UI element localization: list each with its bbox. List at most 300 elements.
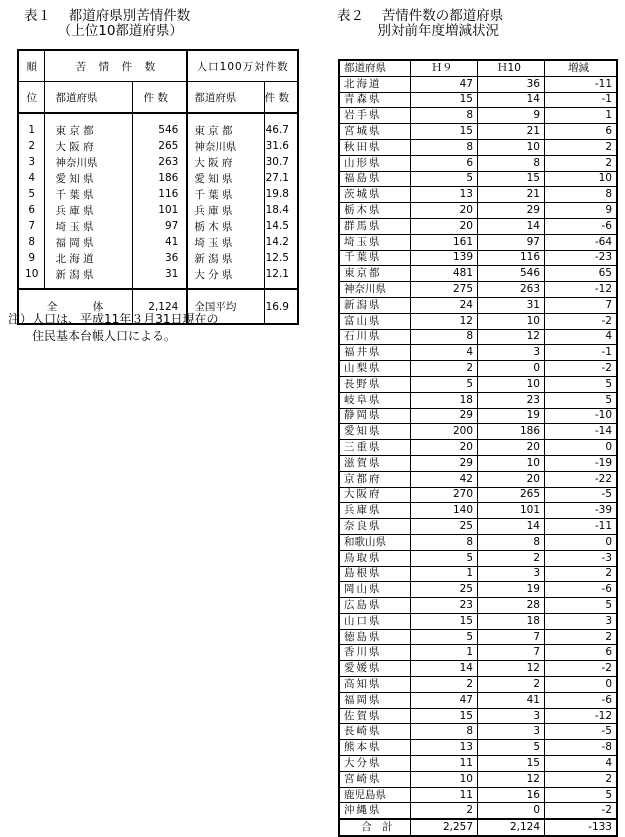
h10-cell: 28 — [478, 598, 545, 614]
pref-cell: 岩手県 — [339, 108, 411, 124]
pref-col-header: 都道府県 — [339, 60, 411, 76]
count-cell: 97 — [132, 218, 187, 234]
h9-cell: 42 — [411, 471, 478, 487]
h9-cell: 20 — [411, 440, 478, 456]
h10-cell: 19 — [478, 582, 545, 598]
pref-cell: 北海道 — [339, 76, 411, 92]
h10-cell: 10 — [478, 455, 545, 471]
diff-cell: -2 — [545, 361, 618, 377]
diff-cell: -2 — [545, 661, 618, 677]
h10-cell: 546 — [478, 266, 545, 282]
table-row — [339, 361, 617, 377]
h10-cell: 0 — [478, 361, 545, 377]
yoy-change-table — [338, 59, 618, 837]
diff-cell: -39 — [545, 503, 618, 519]
pref-header: 都道府県 — [45, 82, 133, 114]
diff-cell: -10 — [545, 408, 618, 424]
diff-cell: 0 — [545, 677, 618, 693]
table-row — [18, 113, 298, 138]
pref-cell-2: 大 分 県 — [187, 266, 264, 289]
pref-cell: 山形県 — [339, 155, 411, 171]
pref-cell-2: 愛 知 県 — [187, 170, 264, 186]
table-row — [339, 677, 617, 693]
pref-cell: 沖縄県 — [339, 803, 411, 819]
h9-cell: 5 — [411, 629, 478, 645]
pref-cell: 和歌山県 — [339, 534, 411, 550]
national-average-label: 全国平均 — [187, 289, 264, 324]
table-row — [339, 392, 617, 408]
table-row — [339, 471, 617, 487]
diff-cell: -2 — [545, 803, 618, 819]
pref-cell: 静岡県 — [339, 408, 411, 424]
pref-cell: 大 阪 府 — [45, 138, 133, 154]
rank-cell: 10 — [18, 266, 45, 289]
h9-cell: 14 — [411, 661, 478, 677]
pref-cell: 奈良県 — [339, 519, 411, 535]
h9-cell: 15 — [411, 92, 478, 108]
diff-cell: 2 — [545, 139, 618, 155]
pref-cell-2: 神奈川県 — [187, 138, 264, 154]
h9-cell: 270 — [411, 487, 478, 503]
pref-cell: 香川県 — [339, 645, 411, 661]
diff-cell: 5 — [545, 598, 618, 614]
pref-cell: 山口県 — [339, 613, 411, 629]
count-cell: 546 — [132, 113, 187, 138]
table-row — [18, 250, 298, 266]
diff-cell: -14 — [545, 424, 618, 440]
table2-header-row — [339, 60, 617, 76]
h10-cell: 20 — [478, 471, 545, 487]
table-row — [339, 582, 617, 598]
table-row — [339, 661, 617, 677]
table-row — [18, 266, 298, 289]
population-note: 注）人口は、平成11年３月31日現在の 住民基本台帳人口による。 — [8, 312, 219, 343]
table-row — [339, 503, 617, 519]
per-million-cell: 46.7 — [265, 124, 289, 136]
h9-cell: 8 — [411, 139, 478, 155]
h10-cell: 3 — [478, 708, 545, 724]
count-cell: 31 — [132, 266, 187, 289]
table-row — [339, 455, 617, 471]
diff-cell: 7 — [545, 297, 618, 313]
diff-cell: 2 — [545, 629, 618, 645]
h10-cell: 18 — [478, 613, 545, 629]
diff-cell: -11 — [545, 76, 618, 92]
per-million-cell: 27.1 — [265, 172, 289, 184]
h10-cell: 41 — [478, 692, 545, 708]
per-million-cell: 30.7 — [265, 156, 289, 168]
rank-cell: 8 — [18, 234, 45, 250]
pref-cell: 北 海 道 — [45, 250, 133, 266]
pref-cell: 兵 庫 県 — [45, 202, 133, 218]
diff-cell: -3 — [545, 550, 618, 566]
h9-cell: 15 — [411, 613, 478, 629]
diff-cell: 65 — [545, 266, 618, 282]
table-row — [339, 76, 617, 92]
table-row — [339, 329, 617, 345]
table-row — [339, 629, 617, 645]
diff-cell: -6 — [545, 692, 618, 708]
pref-cell: 新潟県 — [339, 297, 411, 313]
table-row — [339, 756, 617, 772]
h9-cell: 12 — [411, 313, 478, 329]
table-row — [339, 108, 617, 124]
h9-cell: 1 — [411, 645, 478, 661]
pref-cell: 長崎県 — [339, 724, 411, 740]
h9-cell: 47 — [411, 692, 478, 708]
pref-cell: 岐阜県 — [339, 392, 411, 408]
count-cell: 263 — [132, 154, 187, 170]
table-row — [339, 250, 617, 266]
diff-cell: -64 — [545, 234, 618, 250]
pref-cell: 福岡県 — [339, 692, 411, 708]
h9-col-header: Ｈ９ — [411, 60, 478, 76]
per-million-cell: 12.1 — [265, 268, 289, 280]
table-row — [339, 424, 617, 440]
table-row — [339, 440, 617, 456]
h10-cell: 2 — [478, 550, 545, 566]
h9-cell: 23 — [411, 598, 478, 614]
diff-cell: -5 — [545, 724, 618, 740]
h9-cell: 2 — [411, 803, 478, 819]
table-row — [339, 534, 617, 550]
table-row — [339, 645, 617, 661]
diff-cell: 10 — [545, 171, 618, 187]
diff-cell: -12 — [545, 282, 618, 298]
pref-cell: 島根県 — [339, 566, 411, 582]
rank-header-bottom: 位 — [18, 82, 45, 114]
table-row — [339, 724, 617, 740]
h9-cell: 29 — [411, 455, 478, 471]
rank-cell: 9 — [18, 250, 45, 266]
h9-cell: 47 — [411, 76, 478, 92]
h10-cell: 36 — [478, 76, 545, 92]
h9-cell: 5 — [411, 376, 478, 392]
pref-cell-2: 埼 玉 県 — [187, 234, 264, 250]
per-million-cell: 14.2 — [265, 236, 289, 248]
h10-cell: 263 — [478, 282, 545, 298]
h10-cell: 12 — [478, 771, 545, 787]
diff-cell: -8 — [545, 740, 618, 756]
table-row — [18, 186, 298, 202]
h9-cell: 8 — [411, 724, 478, 740]
diff-cell: -23 — [545, 250, 618, 266]
table-row — [18, 234, 298, 250]
count-cell: 36 — [132, 250, 187, 266]
h9-cell: 161 — [411, 234, 478, 250]
h9-cell: 139 — [411, 250, 478, 266]
h10-cell: 7 — [478, 645, 545, 661]
h9-cell: 25 — [411, 582, 478, 598]
pref-cell: 愛媛県 — [339, 661, 411, 677]
pref-cell: 大阪府 — [339, 487, 411, 503]
diff-cell: 5 — [545, 787, 618, 803]
table-row — [339, 266, 617, 282]
h10-cell: 15 — [478, 171, 545, 187]
diff-cell: -6 — [545, 582, 618, 598]
count-cell: 186 — [132, 170, 187, 186]
h10-cell: 97 — [478, 234, 545, 250]
pref-cell-2: 千 葉 県 — [187, 186, 264, 202]
table-row — [339, 282, 617, 298]
pref-cell: 愛知県 — [339, 424, 411, 440]
h9-cell: 13 — [411, 740, 478, 756]
h10-cell: 12 — [478, 661, 545, 677]
table-row — [339, 345, 617, 361]
pref-cell: 青森県 — [339, 92, 411, 108]
total-count: 2,124 — [132, 289, 187, 324]
table-row — [339, 187, 617, 203]
h9-cell: 8 — [411, 108, 478, 124]
h10-cell: 23 — [478, 392, 545, 408]
rank-cell: 5 — [18, 186, 45, 202]
h10-cell: 3 — [478, 345, 545, 361]
table-row — [18, 154, 298, 170]
h10-cell: 29 — [478, 203, 545, 219]
table-row — [339, 155, 617, 171]
h10-cell: 19 — [478, 408, 545, 424]
pref-cell: 埼玉県 — [339, 234, 411, 250]
pref-cell: 徳島県 — [339, 629, 411, 645]
table1-header-row-2 — [18, 82, 298, 114]
h9-cell: 1 — [411, 566, 478, 582]
diff-cell: -1 — [545, 92, 618, 108]
h10-cell: 14 — [478, 218, 545, 234]
table-row — [339, 598, 617, 614]
h9-cell: 11 — [411, 756, 478, 772]
diff-cell: 8 — [545, 187, 618, 203]
count-cell: 101 — [132, 202, 187, 218]
rank-cell: 6 — [18, 202, 45, 218]
h9-cell: 11 — [411, 787, 478, 803]
pref-cell: 東 京 都 — [45, 113, 133, 138]
pref-cell: 大分県 — [339, 756, 411, 772]
h9-cell: 8 — [411, 534, 478, 550]
diff-cell: 2 — [545, 155, 618, 171]
pref-cell: 福 岡 県 — [45, 234, 133, 250]
h10-cell: 8 — [478, 534, 545, 550]
pref-cell: 千 葉 県 — [45, 186, 133, 202]
pref-cell: 岡山県 — [339, 582, 411, 598]
table1-title: 表１ 都道府県別苦情件数 （上位10都道府県） — [24, 8, 191, 39]
pref-cell: 福島県 — [339, 171, 411, 187]
table-row — [339, 550, 617, 566]
h10-cell: 3 — [478, 566, 545, 582]
diff-cell: 3 — [545, 613, 618, 629]
pref-cell: 鳥取県 — [339, 550, 411, 566]
h9-cell: 25 — [411, 519, 478, 535]
pref-cell: 神奈川県 — [45, 154, 133, 170]
pref-cell: 栃木県 — [339, 203, 411, 219]
h9-cell: 2 — [411, 361, 478, 377]
h9-cell: 10 — [411, 771, 478, 787]
pref-cell: 宮崎県 — [339, 771, 411, 787]
diff-cell: 5 — [545, 376, 618, 392]
h10-cell: 15 — [478, 756, 545, 772]
total-h10: 2,124 — [478, 819, 545, 836]
h10-cell: 8 — [478, 155, 545, 171]
table-row — [339, 297, 617, 313]
h10-cell: 10 — [478, 139, 545, 155]
h9-cell: 5 — [411, 550, 478, 566]
total-diff: -133 — [545, 819, 618, 836]
diff-cell: -1 — [545, 345, 618, 361]
pref-cell: 佐賀県 — [339, 708, 411, 724]
h10-cell: 14 — [478, 92, 545, 108]
pref-cell: 三重県 — [339, 440, 411, 456]
h10-cell: 10 — [478, 376, 545, 392]
total-label: 合 計 — [339, 819, 411, 836]
table-row — [339, 203, 617, 219]
top10-complaints-table — [17, 49, 299, 325]
diff-cell: 4 — [545, 756, 618, 772]
h10-cell: 101 — [478, 503, 545, 519]
per-million-group-header: 人口100万対件数 — [187, 50, 298, 82]
rank-header-top: 順 — [18, 50, 45, 82]
h9-cell: 13 — [411, 187, 478, 203]
rank-cell: 3 — [18, 154, 45, 170]
diff-cell: -11 — [545, 519, 618, 535]
table-row — [339, 139, 617, 155]
count-header-2: 件 数 — [264, 82, 298, 114]
total-h9: 2,257 — [411, 819, 478, 836]
table-row — [339, 803, 617, 819]
per-million-cell: 18.4 — [265, 204, 289, 216]
table-row — [339, 708, 617, 724]
table-row — [339, 519, 617, 535]
table-row — [339, 171, 617, 187]
table-row — [339, 692, 617, 708]
diff-cell: 5 — [545, 392, 618, 408]
table1-header-row-1 — [18, 50, 298, 82]
table-row — [339, 124, 617, 140]
diff-cell: 2 — [545, 771, 618, 787]
h9-cell: 275 — [411, 282, 478, 298]
count-header: 件 数 — [132, 82, 187, 114]
diff-cell: -5 — [545, 487, 618, 503]
diff-cell: 9 — [545, 203, 618, 219]
pref-cell: 宮城県 — [339, 124, 411, 140]
h9-cell: 8 — [411, 329, 478, 345]
pref-cell: 愛 知 県 — [45, 170, 133, 186]
diff-cell: 6 — [545, 645, 618, 661]
pref-cell: 東京都 — [339, 266, 411, 282]
h10-cell: 2 — [478, 677, 545, 693]
h10-cell: 186 — [478, 424, 545, 440]
table-row — [339, 613, 617, 629]
h10-cell: 9 — [478, 108, 545, 124]
h10-cell: 16 — [478, 787, 545, 803]
h10-cell: 0 — [478, 803, 545, 819]
table-row — [339, 771, 617, 787]
table-row — [339, 487, 617, 503]
pref-cell: 富山県 — [339, 313, 411, 329]
h10-cell: 116 — [478, 250, 545, 266]
rank-cell: 2 — [18, 138, 45, 154]
h9-cell: 29 — [411, 408, 478, 424]
table-row — [339, 740, 617, 756]
h9-cell: 140 — [411, 503, 478, 519]
h10-cell: 5 — [478, 740, 545, 756]
h9-cell: 20 — [411, 203, 478, 219]
diff-cell: 0 — [545, 440, 618, 456]
h9-cell: 4 — [411, 345, 478, 361]
pref-cell: 千葉県 — [339, 250, 411, 266]
total-label: 全 体 — [18, 289, 132, 324]
pref-cell: 滋賀県 — [339, 455, 411, 471]
pref-cell: 熊本県 — [339, 740, 411, 756]
table-row — [339, 566, 617, 582]
pref-cell: 鹿児島県 — [339, 787, 411, 803]
table-row — [339, 313, 617, 329]
pref-cell-2: 大 阪 府 — [187, 154, 264, 170]
h9-cell: 5 — [411, 171, 478, 187]
h9-cell: 2 — [411, 677, 478, 693]
diff-cell: -6 — [545, 218, 618, 234]
diff-cell: 6 — [545, 124, 618, 140]
h9-cell: 20 — [411, 218, 478, 234]
pref-cell-2: 東 京 都 — [187, 113, 264, 138]
count-cell: 116 — [132, 186, 187, 202]
h10-cell: 10 — [478, 313, 545, 329]
h10-cell: 14 — [478, 519, 545, 535]
pref-cell: 高知県 — [339, 677, 411, 693]
per-million-cell: 31.6 — [265, 140, 289, 152]
table-row — [339, 376, 617, 392]
pref-cell: 福井県 — [339, 345, 411, 361]
h9-cell: 15 — [411, 708, 478, 724]
pref-cell: 新 潟 県 — [45, 266, 133, 289]
total-row — [339, 819, 617, 836]
pref-cell-2: 栃 木 県 — [187, 218, 264, 234]
count-cell: 265 — [132, 138, 187, 154]
pref-cell: 茨城県 — [339, 187, 411, 203]
pref-cell-2: 兵 庫 県 — [187, 202, 264, 218]
h10-cell: 265 — [478, 487, 545, 503]
pref-cell: 長野県 — [339, 376, 411, 392]
h9-cell: 6 — [411, 155, 478, 171]
h10-cell: 12 — [478, 329, 545, 345]
h10-cell: 3 — [478, 724, 545, 740]
table-row — [339, 92, 617, 108]
per-million-cell: 12.5 — [265, 252, 289, 264]
diff-col-header: 増減 — [545, 60, 618, 76]
h10-cell: 21 — [478, 187, 545, 203]
pref-cell: 秋田県 — [339, 139, 411, 155]
table-row — [339, 218, 617, 234]
h9-cell: 18 — [411, 392, 478, 408]
pref-cell: 京都府 — [339, 471, 411, 487]
table-row — [18, 202, 298, 218]
pref-cell: 埼 玉 県 — [45, 218, 133, 234]
h10-cell: 20 — [478, 440, 545, 456]
pref-cell: 広島県 — [339, 598, 411, 614]
pref-cell: 兵庫県 — [339, 503, 411, 519]
h10-cell: 7 — [478, 629, 545, 645]
diff-cell: 4 — [545, 329, 618, 345]
diff-cell: -19 — [545, 455, 618, 471]
count-cell: 41 — [132, 234, 187, 250]
diff-cell: 2 — [545, 566, 618, 582]
diff-cell: -2 — [545, 313, 618, 329]
complaints-group-header: 苦 情 件 数 — [45, 50, 187, 82]
rank-cell: 1 — [18, 113, 45, 138]
h10-cell: 31 — [478, 297, 545, 313]
h10-cell: 21 — [478, 124, 545, 140]
table-row — [18, 170, 298, 186]
pref-cell: 群馬県 — [339, 218, 411, 234]
table-row — [339, 787, 617, 803]
